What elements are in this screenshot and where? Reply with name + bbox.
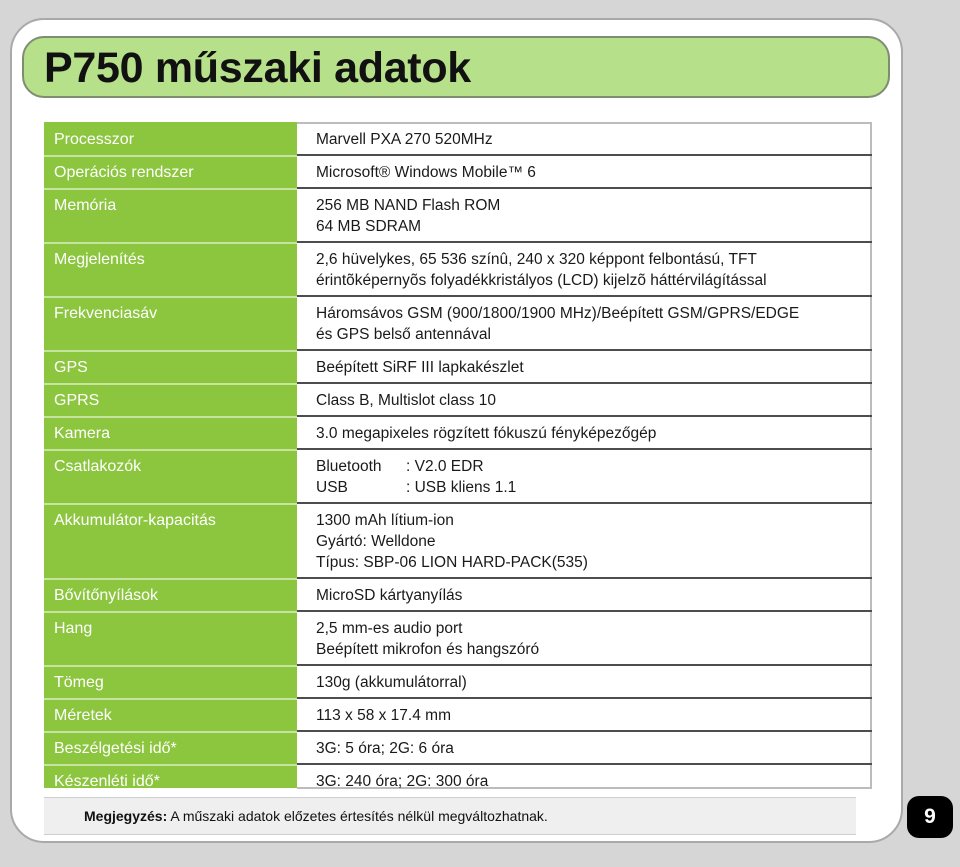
note-text (84, 808, 548, 824)
row-value (316, 738, 454, 759)
table-row (44, 188, 872, 242)
value-line: 113 x 58 x 17.4 mm (316, 707, 451, 724)
table-row (44, 242, 872, 296)
row-label: Csatlakozók (54, 458, 142, 475)
value-line: Beépített mikrofon és hangszóró (316, 641, 540, 658)
row-label: Hang (54, 620, 93, 637)
value-line: 3G: 240 óra; 2G: 300 óra (316, 773, 489, 790)
row-value (316, 423, 656, 444)
value-line: 3.0 megapixeles rögzített fókuszú fényképezőgép (316, 425, 657, 442)
table-row (44, 350, 872, 383)
value-line: és GPS belső antennával (316, 326, 491, 343)
note-body: A műszaki adatok előzetes értesítés nélkül megváltozhatnak. (167, 808, 548, 824)
row-value (316, 672, 467, 693)
value-text: : USB kliens 1.1 (406, 479, 517, 496)
row-value (316, 129, 493, 150)
row-label: GPS (54, 359, 88, 376)
value-line: 130g (akkumulátorral) (316, 674, 467, 691)
value-key: Bluetooth (316, 458, 382, 475)
note-box (44, 797, 856, 835)
value-line (316, 477, 516, 498)
row-value (316, 705, 451, 726)
value-line: 2,6 hüvelykes, 65 536 színû, 240 x 320 képpont felbontású, TFT (316, 251, 757, 268)
table-row (44, 296, 872, 350)
table-row (44, 764, 872, 797)
value-line: 1300 mAh lítium-ion (316, 512, 454, 529)
row-value (316, 303, 799, 345)
value-line: 64 MB SDRAM (316, 218, 422, 235)
page-number-badge: 9 (907, 796, 953, 838)
row-label: Kamera (54, 425, 111, 442)
value-line: Class B, Multislot class 10 (316, 392, 497, 409)
value-key: USB (316, 479, 348, 496)
row-value (316, 162, 536, 183)
row-label: Megjelenítés (54, 251, 145, 268)
spec-table (44, 122, 872, 788)
value-line: Háromsávos GSM (900/1800/1900 MHz)/Beépített GSM/GPRS/EDGE (316, 305, 800, 322)
value-text: : V2.0 EDR (406, 458, 484, 475)
value-line: MicroSD kártyanyílás (316, 587, 463, 604)
table-row (44, 416, 872, 449)
row-value (316, 390, 496, 411)
value-line: 2,5 mm-es audio port (316, 620, 463, 637)
table-row (44, 698, 872, 731)
table-row (44, 383, 872, 416)
value-line: 256 MB NAND Flash ROM (316, 197, 501, 214)
table-row (44, 578, 872, 611)
row-label: Memória (54, 197, 117, 214)
value-line: Gyártó: Welldone (316, 533, 436, 550)
value-line: Beépített SiRF III lapkakészlet (316, 359, 524, 376)
row-value (316, 195, 500, 237)
table-row (44, 122, 872, 155)
table-row (44, 155, 872, 188)
row-label: Operációs rendszer (54, 164, 194, 181)
value-line: Típus: SBP-06 LION HARD-PACK(535) (316, 554, 588, 571)
row-value (316, 357, 524, 378)
row-value (316, 456, 516, 498)
row-label: Processzor (54, 131, 135, 148)
row-value (316, 249, 767, 291)
row-value (316, 510, 588, 573)
row-label: Beszélgetési idő* (54, 740, 177, 757)
value-line: érintõképernyõs folyadékkristályos (LCD) kijelzõ háttérvilágítással (316, 272, 767, 289)
value-line: 3G: 5 óra; 2G: 6 óra (316, 740, 454, 757)
table-row (44, 665, 872, 698)
row-value (316, 585, 462, 606)
page-title: P750 műszaki adatok (44, 44, 471, 92)
value-line: Marvell PXA 270 520MHz (316, 131, 493, 148)
value-line (316, 456, 516, 477)
row-label: Készenléti idő* (54, 773, 160, 790)
table-row (44, 731, 872, 764)
note-label: Megjegyzés: (84, 808, 168, 824)
table-row (44, 503, 872, 578)
value-line: Microsoft® Windows Mobile™ 6 (316, 164, 536, 181)
row-label: GPRS (54, 392, 100, 409)
row-label: Akkumulátor-kapacitás (54, 512, 216, 529)
row-label: Frekvenciasáv (54, 305, 158, 322)
row-value (316, 618, 539, 660)
table-row (44, 449, 872, 503)
row-value (316, 771, 488, 792)
table-row (44, 611, 872, 665)
row-label: Méretek (54, 707, 112, 724)
row-label: Bővítőnyílások (54, 587, 159, 604)
row-label: Tömeg (54, 674, 104, 691)
